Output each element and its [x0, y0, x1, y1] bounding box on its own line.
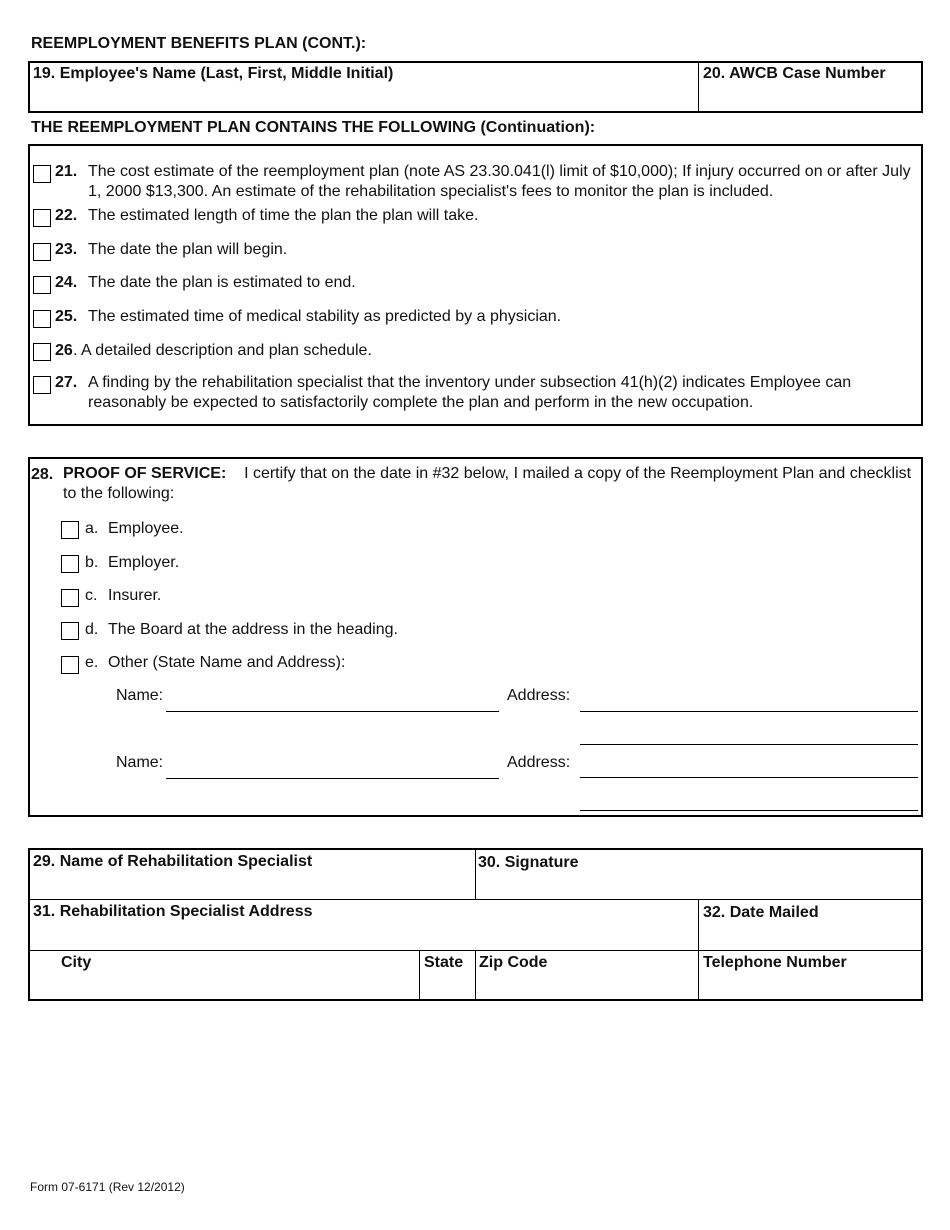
- item-text: The date the plan is estimated to end.: [88, 274, 356, 291]
- divider: [419, 951, 420, 1000]
- other-checkbox[interactable]: [61, 656, 79, 674]
- item-22-checkbox[interactable]: [33, 209, 51, 227]
- item-text: A finding by the rehabilitation specialist that the inventory under subsection 41(h)(2) indicates Employee can reasonably be expected to satisfactorily complete the plan and perform in the new occupation.: [88, 374, 852, 411]
- specialist-address-field[interactable]: 31. Rehabilitation Specialist Address: [33, 903, 313, 920]
- item-number: 23.: [55, 241, 78, 258]
- name-input-line[interactable]: [166, 711, 499, 712]
- signature-field[interactable]: 30. Signature: [478, 854, 579, 871]
- item-number: 27.: [55, 374, 78, 391]
- insurer-checkbox[interactable]: [61, 589, 79, 607]
- address-input-line[interactable]: [580, 744, 918, 745]
- item-text: The cost estimate of the reemployment plan (note AS 23.30.041(l) limit of $10,000); If injury occurred on or after July 1, 2000 $13,300. An estimate of the rehabilitation specialist's fees to monitor the plan is included.: [88, 163, 911, 200]
- address-input-line[interactable]: [580, 711, 918, 712]
- item-text: The date the plan will begin.: [88, 241, 288, 258]
- option-letter: a.: [85, 520, 99, 537]
- item-text: The estimated length of time the plan the plan will take.: [88, 207, 479, 224]
- zip-code-field[interactable]: Zip Code: [479, 954, 548, 971]
- divider: [475, 951, 476, 1000]
- item-23-checkbox[interactable]: [33, 243, 51, 261]
- option-letter: c.: [85, 587, 98, 604]
- divider: [698, 62, 699, 112]
- divider: [698, 900, 699, 1000]
- address-label: Address:: [507, 754, 571, 771]
- option-text: Other (State Name and Address):: [108, 654, 346, 671]
- option-letter: b.: [85, 554, 99, 571]
- item-21-checkbox[interactable]: [33, 165, 51, 183]
- employer-checkbox[interactable]: [61, 555, 79, 573]
- address-input-line[interactable]: [580, 810, 918, 811]
- plan-section-title: THE REEMPLOYMENT PLAN CONTAINS THE FOLLOWING (Continuation):: [31, 119, 596, 136]
- option-letter: e.: [85, 654, 99, 671]
- awcb-case-number-field[interactable]: 20. AWCB Case Number: [703, 65, 886, 82]
- option-text: Insurer.: [108, 587, 162, 604]
- option-letter: d.: [85, 621, 99, 638]
- item-number: 24.: [55, 274, 78, 291]
- date-mailed-field[interactable]: 32. Date Mailed: [703, 904, 819, 921]
- item-number: 25.: [55, 308, 78, 325]
- item-27-checkbox[interactable]: [33, 376, 51, 394]
- divider: [29, 899, 922, 900]
- telephone-field[interactable]: Telephone Number: [703, 954, 847, 971]
- state-field[interactable]: State: [424, 954, 464, 971]
- proof-number: 28.: [31, 466, 54, 483]
- address-label: Address:: [507, 687, 571, 704]
- page-title: REEMPLOYMENT BENEFITS PLAN (CONT.):: [31, 35, 367, 52]
- item-number: 26: [55, 342, 73, 359]
- option-text: Employee.: [108, 520, 184, 537]
- specialist-name-field[interactable]: 29. Name of Rehabilitation Specialist: [33, 853, 313, 870]
- item-text: The estimated time of medical stability as predicted by a physician.: [88, 308, 562, 325]
- item-26-checkbox[interactable]: [33, 343, 51, 361]
- proof-of-service-text: [63, 464, 913, 504]
- address-input-line[interactable]: [580, 777, 918, 778]
- option-text: Employer.: [108, 554, 180, 571]
- item-25-checkbox[interactable]: [33, 310, 51, 328]
- name-label: Name:: [116, 754, 164, 771]
- name-label: Name:: [116, 687, 164, 704]
- employee-name-field[interactable]: 19. Employee's Name (Last, First, Middle Initial): [33, 65, 394, 82]
- city-field[interactable]: City: [61, 954, 92, 971]
- name-input-line[interactable]: [166, 778, 499, 779]
- item-text: . A detailed description and plan schedule.: [73, 342, 372, 359]
- item-number: 22.: [55, 207, 78, 224]
- item-24-checkbox[interactable]: [33, 276, 51, 294]
- employee-checkbox[interactable]: [61, 521, 79, 539]
- proof-heading: PROOF OF SERVICE:: [63, 465, 227, 482]
- divider: [475, 849, 476, 899]
- form-id: Form 07-6171 (Rev 12/2012): [30, 1180, 185, 1194]
- proof-body: I certify that on the date in #32 below, I mailed a copy of the Reemployment Plan and checklist to the following:: [63, 465, 912, 502]
- item-number: 21.: [55, 163, 78, 180]
- board-checkbox[interactable]: [61, 622, 79, 640]
- option-text: The Board at the address in the heading.: [108, 621, 398, 638]
